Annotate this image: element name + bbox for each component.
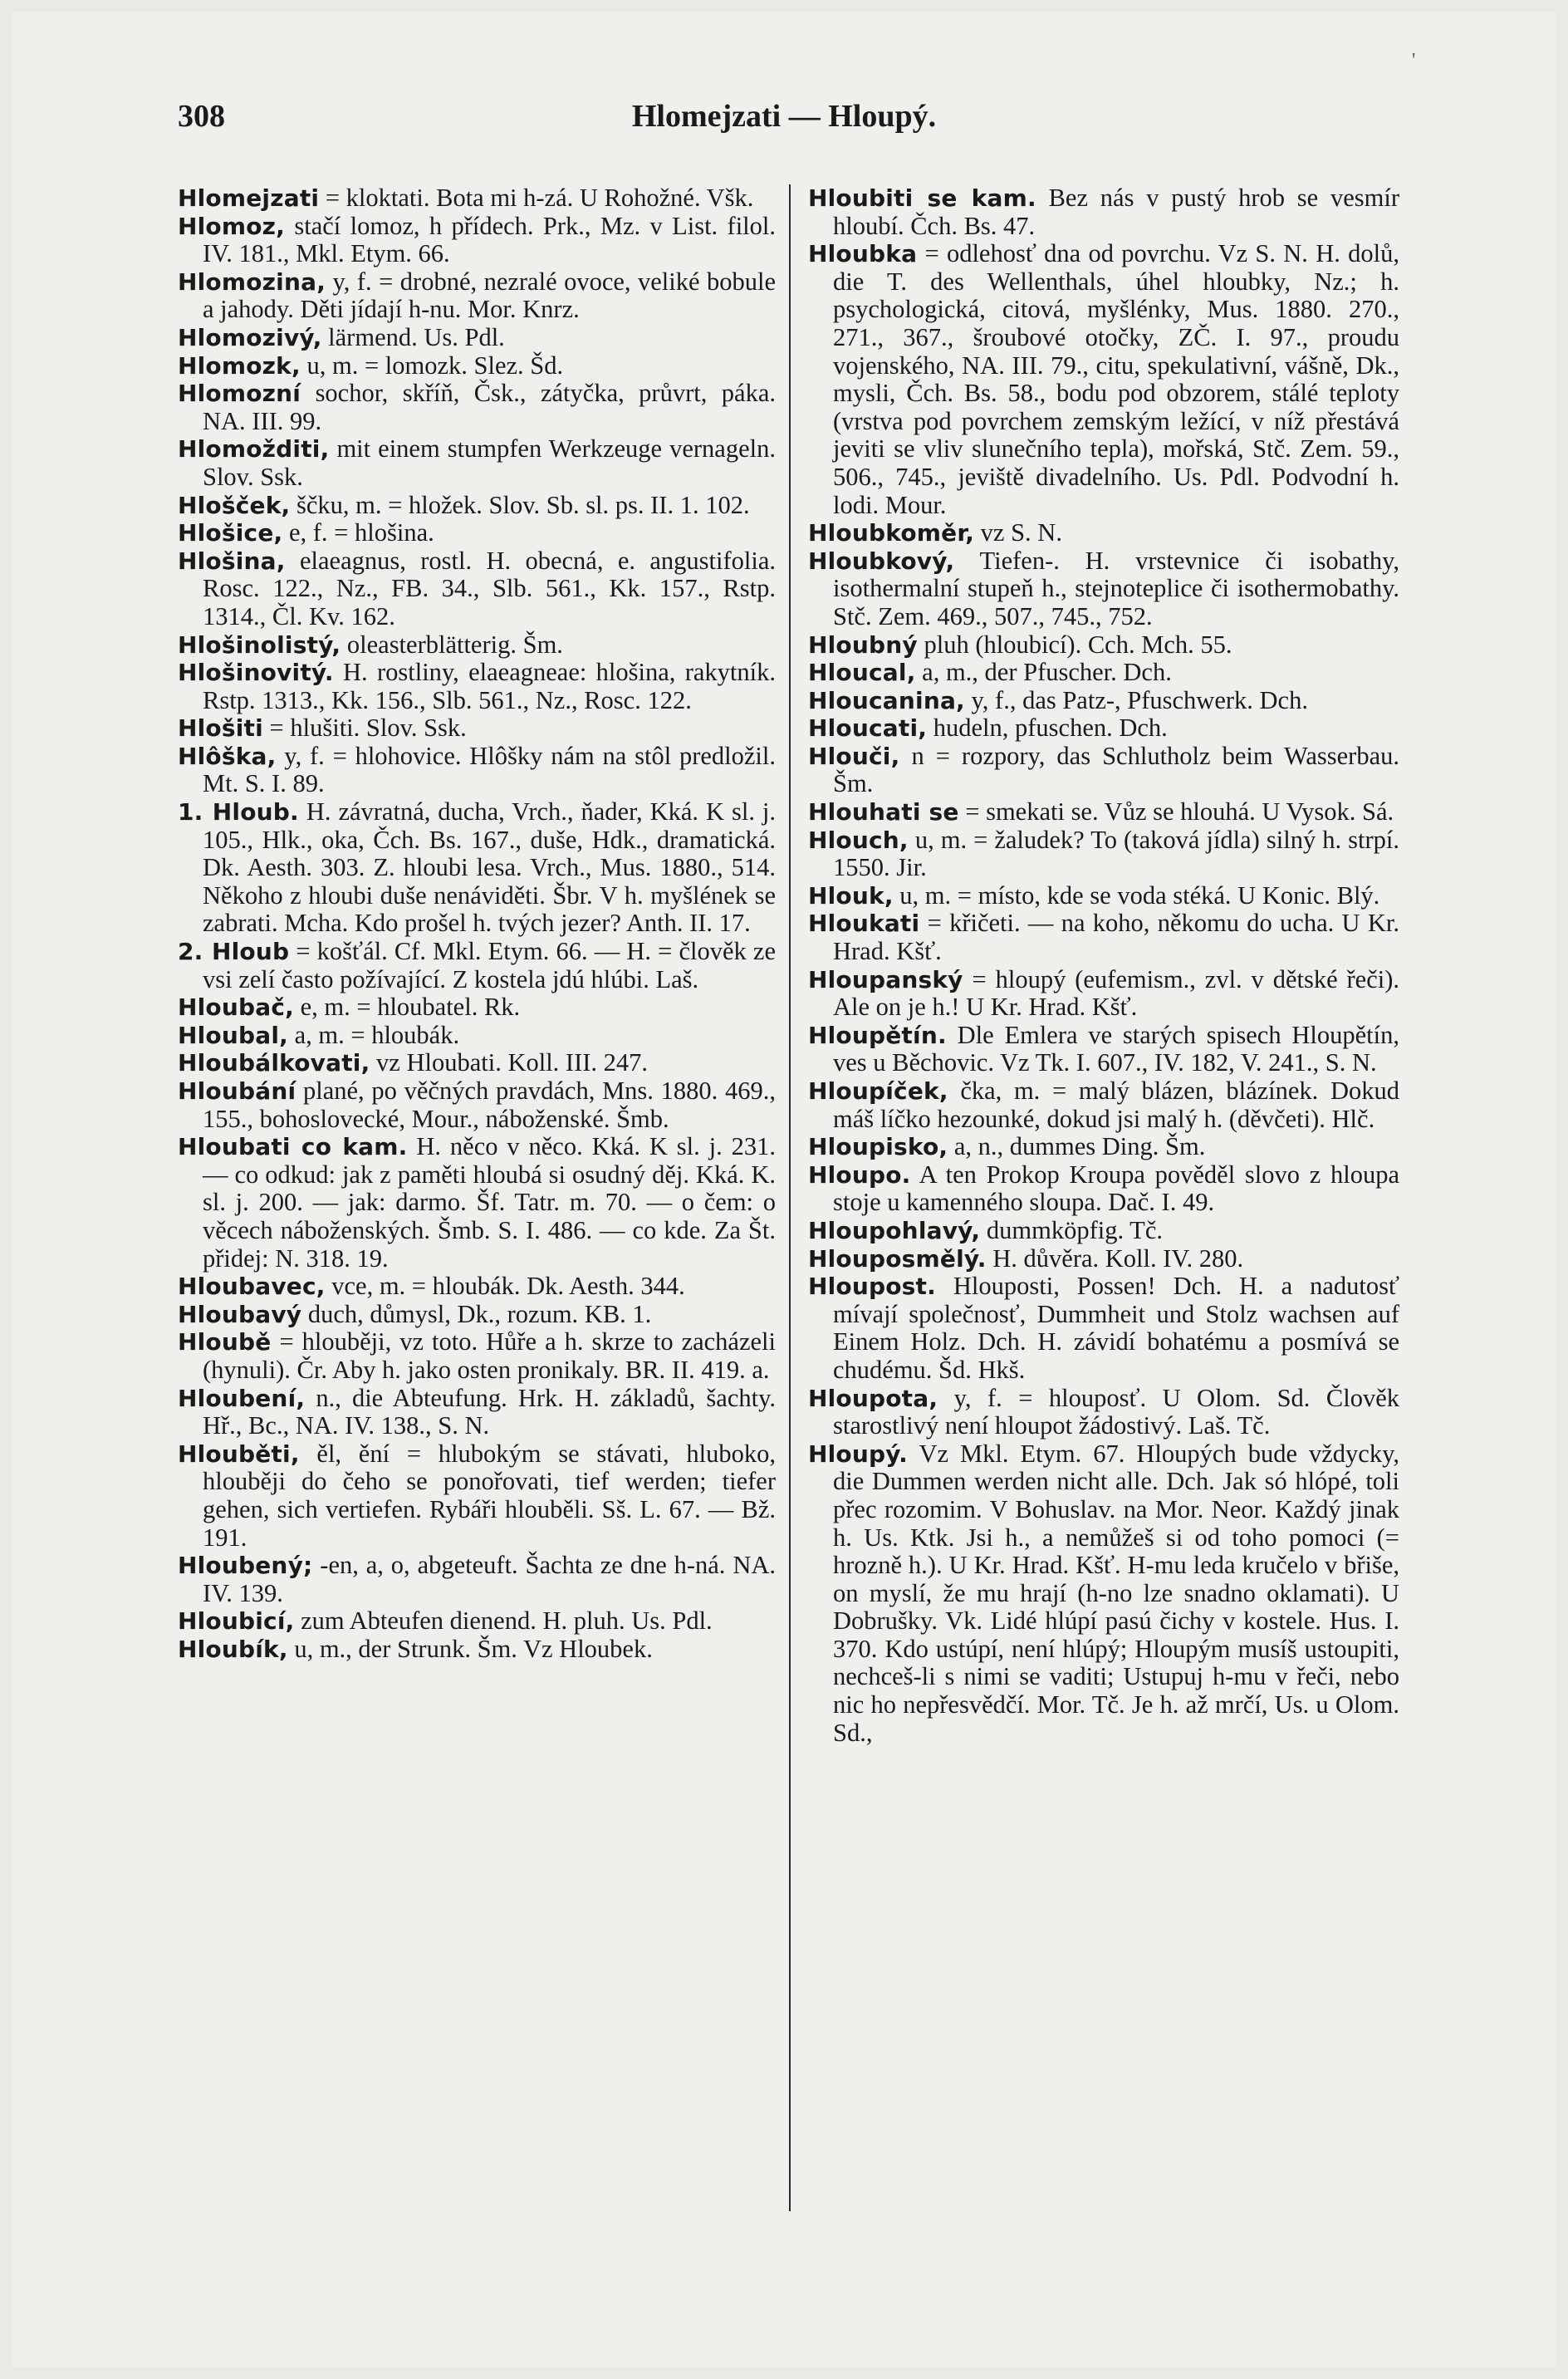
entry-headword: Hlomoz,: [178, 212, 286, 240]
entry-text: H. závratná, ducha, Vrch., ňader, Kká. K sl. j. 105., Hlk., oka, Čch. Bs. 167., duše, Hdk., dramatická. Dk. Aesth. 303. Z. hloubi lesa. Vrch., Mus. 1880., 514. Někoho z hloubi duše nenáviděti. Šbr. V h. myšlének se zabrati. Mcha. Kdo prošel h. tvých jezer? Anth. II. 17.: [203, 797, 776, 938]
entry-text: = hlouběji, vz toto. Hůře a h. skrze to zacházeli (hynuli). Čr. Aby h. jako osten pronikaly. BR. II. 419. a.: [203, 1327, 776, 1384]
dictionary-entry: [178, 659, 776, 714]
entry-text: y, f., das Patz-, Pfuschwerk. Dch.: [964, 685, 1308, 714]
entry-headword: Hlošček,: [178, 491, 291, 519]
entry-text: vz Hloubati. Koll. III. 247.: [370, 1048, 649, 1077]
dictionary-entry: [808, 687, 1399, 715]
entry-text: -en, a, o, abgeteuft. Šachta ze dne h-ná. NA. IV. 139.: [203, 1551, 776, 1607]
entry-text: a, n., dummes Ding. Šm.: [948, 1132, 1206, 1161]
entry-headword: Hlouch,: [808, 826, 909, 854]
entry-text: y, f. = hlohovice. Hlôšky nám na stôl predložil. Mt. S. I. 89.: [203, 741, 776, 798]
entry-headword: Hloubný: [808, 630, 918, 659]
dictionary-entry: [178, 1552, 776, 1607]
entry-text: = odlehosť dna od povrchu. Vz S. N. H. dolů, die T. des Wellenthals, úhel hloubky, Nz.; h. psychologická, citová, myšlénky, Mus. 1880. 270., 271., 367., šroubové otočky, ZČ. I. 97., proudu vojenského, NA. III. 79., citu, spekulativní, vášně, Dk., mysli, Čch. Bs. 58., bodu pod obzorem, stálé teploty (vrstva pod povrchem zemským ležící, v níž přestává jeviti se vliv slunečního tepla), mořská, Stč. Zem. 59., 506., 745., jeviště divadelního. Us. Pdl. Podvodní h. lodi. Mour.: [833, 239, 1399, 519]
entry-text: H. něco v něco. Kká. K sl. j. 231. — co odkud: jak z paměti hloubá si osudný děj. Kká. K. sl. j. 200. — jak: darmo. Šf. Tatr. m. 70. — o čem: o věcech náboženských. Šmb. S. I. 486. — co kde. Za Št. přidej: N. 318. 19.: [203, 1132, 776, 1273]
dictionary-entry: [808, 659, 1399, 687]
entry-headword: Hlomozivý,: [178, 323, 322, 351]
entry-headword: Hloubavý: [178, 1300, 302, 1328]
entry-headword: Hloupo.: [808, 1160, 911, 1189]
entry-headword: Hloubkoměr,: [808, 519, 975, 547]
left-column: [178, 184, 776, 2344]
entry-headword: Hloubený;: [178, 1552, 313, 1580]
entry-text: Bez nás v pustý hrob se vesmír hloubí. Čch. Bs. 47.: [833, 184, 1399, 240]
entry-text: elaeagnus, rostl. H. obecná, e. angustifolia. Rosc. 122., Nz., FB. 34., Slb. 561., Kk. 157., Rstp. 1314., Čl. Kv. 162.: [203, 546, 776, 630]
dictionary-entry: [178, 1636, 776, 1664]
running-head: Hlomejzati — Hloupý.: [631, 99, 937, 134]
entry-text: Hlouposti, Possen! Dch. H. a nadutosť mívají společnosť, Dummheit und Stolz wachsen auf Einem Holz. Dch. H. závidí bohatému a posmívá se chudému. Šd. Hkš.: [833, 1272, 1399, 1384]
entry-text: H. důvěra. Koll. IV. 280.: [986, 1243, 1244, 1273]
column-divider: [789, 184, 791, 2211]
entry-text: H. rostliny, elaeagneae: hlošina, rakytník. Rstp. 1313., Kk. 156., Slb. 561., Nz., Rosc. 122.: [203, 658, 776, 714]
page-header: [178, 98, 1390, 140]
entry-headword: 2. Hloub: [178, 938, 290, 966]
dictionary-entry: [808, 1077, 1399, 1133]
entry-text: = smekati se. Vůz se hlouhá. U Vysok. Sá.: [958, 797, 1394, 827]
entry-text: u, m. = lomozk. Slez. Šd.: [300, 351, 564, 380]
entry-text: ščku, m. = hložek. Slov. Sb. sl. ps. II. 1. 102.: [290, 490, 750, 519]
entry-headword: Hloubavec,: [178, 1273, 326, 1301]
dictionary-entry: [808, 1245, 1399, 1273]
entry-text: Tiefen-. H. vrstevnice či isobathy, isothermalní stupeň h., stejnoteplice či isothermobathy. Stč. Zem. 469., 507., 745., 752.: [833, 546, 1399, 630]
dictionary-entry: [178, 1049, 776, 1077]
dictionary-entry: [178, 1440, 776, 1552]
entry-headword: Hloubal,: [178, 1021, 288, 1049]
entry-headword: Hlošiti: [178, 714, 263, 743]
dictionary-entry: [808, 743, 1399, 798]
entry-headword: Hloubení,: [178, 1384, 306, 1412]
dictionary-entry: [808, 714, 1399, 743]
entry-headword: Hloupíček,: [808, 1077, 948, 1105]
entry-headword: Hloupost.: [808, 1273, 936, 1301]
dictionary-entry: [178, 631, 776, 660]
entry-text: plané, po věčných pravdách, Mns. 1880. 469., 155., bohoslovecké, Mour., náboženské. Šmb.: [203, 1077, 776, 1133]
dictionary-entry: [178, 1301, 776, 1329]
entry-text: dummköpfig. Tč.: [980, 1215, 1163, 1244]
entry-headword: 1. Hloub.: [178, 798, 299, 827]
entry-text: a, m. = hloubák.: [287, 1020, 460, 1049]
entry-text: = kloktati. Bota mi h-zá. U Rohožné. Všk.: [319, 184, 754, 212]
entry-text: čka, m. = malý blázen, blázínek. Dokud máš líčko hezounké, dokud jsi malý h. (děvčeti). Hlč.: [833, 1077, 1399, 1133]
entry-headword: Hloupohlavý,: [808, 1216, 981, 1244]
entry-text: vz S. N.: [974, 518, 1062, 547]
entry-headword: Hlošinovitý.: [178, 659, 334, 687]
dictionary-entry: [808, 519, 1399, 547]
dictionary-entry: [178, 435, 776, 491]
margin-mark: ': [1412, 50, 1416, 71]
entry-headword: Hloubík,: [178, 1635, 288, 1663]
entry-headword: Hloukati: [808, 910, 920, 938]
dictionary-entry: [178, 798, 776, 938]
entry-text: sochor, skříň, Čsk., zátyčka, průvrt, páka. NA. III. 99.: [203, 379, 776, 435]
entry-headword: Hlomejzati: [178, 184, 320, 212]
entry-headword: Hloubka: [808, 240, 918, 268]
entry-text: = hlušiti. Slov. Ssk.: [262, 714, 467, 743]
entry-headword: Hlouk,: [808, 881, 894, 910]
entry-headword: Hlouči,: [808, 742, 900, 770]
entry-text: A ten Prokop Kroupa pověděl slovo z hloupa stoje u kamenného sloupa. Dač. I. 49.: [833, 1160, 1399, 1217]
dictionary-entry: [808, 1217, 1399, 1245]
dictionary-entry: [178, 352, 776, 380]
dictionary-entry: [178, 324, 776, 352]
dictionary-entry: [808, 1273, 1399, 1384]
entry-text: = křičeti. — na koho, někomu do ucha. U Kr. Hrad. Kšť.: [833, 909, 1399, 966]
entry-headword: Hloupota,: [808, 1384, 938, 1412]
entry-text: e, m. = hloubatel. Rk.: [293, 993, 521, 1022]
page-number: 308: [178, 99, 225, 134]
entry-headword: Hloubálkovati,: [178, 1049, 370, 1077]
entry-headword: Hloubkový,: [808, 547, 955, 575]
dictionary-entry: [808, 1133, 1399, 1161]
dictionary-entry: [178, 547, 776, 631]
entry-headword: Hloubě: [178, 1328, 272, 1356]
entry-headword: Hloubání: [178, 1077, 296, 1105]
dictionary-entry: [808, 1161, 1399, 1217]
entry-text: duch, důmysl, Dk., rozum. KB. 1.: [301, 1299, 652, 1328]
entry-text: = hloupý (eufemism., zvl. v dětské řeči). Ale on je h.! U Kr. Hrad. Kšť.: [833, 964, 1399, 1022]
dictionary-entry: [178, 519, 776, 547]
dictionary-entry: [178, 1077, 776, 1133]
entry-headword: Hlošina,: [178, 547, 286, 575]
entry-text: y, f. = drobné, nezralé ovoce, veliké bobule a jahody. Děti jídají h-nu. Mor. Knrz.: [203, 267, 776, 324]
entry-text: zum Abteufen dienend. H. pluh. Us. Pdl.: [294, 1606, 713, 1636]
entry-text: u, m., der Strunk. Šm. Vz Hloubek.: [287, 1634, 653, 1663]
dictionary-entry: [178, 1133, 776, 1273]
entry-text: Dle Emlera ve starých spisech Hloupětín, ves u Běchovic. Vz Tk. I. 607., IV. 182, V. 241., S. N.: [833, 1020, 1399, 1077]
entry-text: vce, m. = hloubák. Dk. Aesth. 344.: [325, 1272, 685, 1301]
entry-headword: Hlomozní: [178, 380, 301, 408]
dictionary-entry: [808, 1385, 1399, 1440]
dictionary-entry: [178, 993, 776, 1022]
entry-text: u, m. = žaludek? To (taková jídla) silný h. strpí. 1550. Jir.: [833, 825, 1399, 882]
dictionary-entry: [178, 213, 776, 268]
entry-headword: Hlošinolistý,: [178, 630, 341, 659]
entry-headword: Hloucal,: [808, 659, 916, 687]
entry-text: stačí lomoz, h přídech. Prk., Mz. v List. filol. IV. 181., Mkl. Etym. 66.: [203, 211, 776, 268]
entry-headword: Hlomozina,: [178, 267, 326, 296]
entry-text: oleasterblätterig. Šm.: [341, 630, 563, 659]
entry-headword: Hlôška,: [178, 742, 277, 770]
dictionary-entry: [808, 240, 1399, 519]
entry-headword: Hloupisko,: [808, 1133, 948, 1161]
entry-text: mit einem stumpfen Werkzeuge vernageln. Slov. Ssk.: [203, 434, 776, 491]
entry-text: a, m., der Pfuscher. Dch.: [915, 658, 1172, 687]
entry-headword: Hlomozk,: [178, 351, 301, 380]
dictionary-entry: [178, 1607, 776, 1636]
dictionary-entry: [808, 966, 1399, 1022]
dictionary-entry: [178, 1385, 776, 1440]
entry-headword: Hloubiti se kam.: [808, 184, 1036, 212]
dictionary-entry: [178, 184, 776, 213]
entry-headword: Hlošice,: [178, 519, 283, 547]
entry-headword: Hloubicí,: [178, 1607, 295, 1636]
entry-text: lärmend. Us. Pdl.: [321, 322, 505, 351]
dictionary-entry: [178, 492, 776, 520]
entry-headword: Hloupanský: [808, 965, 963, 993]
dictionary-entry: [808, 882, 1399, 910]
entry-text: n., die Abteufung. Hrk. H. základů, šachty. Hř., Bc., NA. IV. 138., S. N.: [203, 1383, 776, 1440]
dictionary-entry: [178, 714, 776, 743]
dictionary-entry: [808, 547, 1399, 631]
dictionary-entry: [808, 631, 1399, 660]
dictionary-entry: [178, 1328, 776, 1384]
entry-text: y, f. = hlouposť. U Olom. Sd. Člověk starostlivý není hloupot žádostivý. Laš. Tč.: [833, 1383, 1399, 1440]
entry-headword: Hloupětín.: [808, 1021, 947, 1049]
dictionary-entry: [178, 743, 776, 798]
entry-headword: Hloupý.: [808, 1440, 908, 1468]
entry-headword: Hlomožditi,: [178, 435, 330, 464]
entry-text: u, m. = místo, kde se voda stéká. U Konic. Blý.: [893, 880, 1380, 910]
dictionary-entry: [808, 1440, 1399, 1748]
entry-text: Vz Mkl. Etym. 67. Hloupých bude vždycky, die Dummen werden nicht alle. Dch. Jak só hlópé, toli přec rozomim. V Bohuslav. na Mor. Neor. Každý jinak h. Us. Ktk. Jsi h., a nemůžeš si od toho pomoci (= hrozně h.). U Kr. Hrad. Kšť. H-mu leda kručelo v břiše, on myslí, že mu hrají (h-no lze snadno oklamati). U Dobrušky. Vk. Lidé hlúpí pasú čichy v kostele. Hus. I. 370. Kdo ustúpí, není hlúpý; Hloupým musíš ustoupiti, nechceš-li s nimi se vaditi; Ustupuj h-mu v řeči, nebo nic ho nepřesvědčí. Mor. Tč. Je h. až mrčí, Us. u Olom. Sd.,: [833, 1439, 1399, 1747]
entry-text: ěl, ění = hlubokým se stávati, hluboko, hlouběji do čeho se ponořovati, tief werden; tiefer gehen, sich vertiefen. Rybáři hlouběli. Sš. L. 67. — Bž. 191.: [203, 1439, 776, 1552]
entry-text: = košťál. Cf. Mkl. Etym. 66. — H. = člověk ze vsi zelí často požívající. Z kostela jdú hlúbi. Laš.: [203, 937, 776, 993]
dictionary-entry: [808, 910, 1399, 965]
entry-text: hudeln, pfuschen. Dch.: [927, 714, 1168, 743]
entry-text: e, f. = hlošina.: [282, 518, 434, 547]
entry-text: pluh (hloubicí). Cch. Mch. 55.: [917, 630, 1232, 659]
right-column: [808, 184, 1399, 2344]
dictionary-entry: [178, 938, 776, 993]
entry-headword: Hlouběti,: [178, 1440, 300, 1468]
dictionary-entry: [808, 1022, 1399, 1077]
entry-headword: Hlouhati se: [808, 798, 959, 827]
dictionary-entry: [178, 1273, 776, 1301]
entry-headword: Hloucati,: [808, 714, 928, 743]
dictionary-entry: [178, 1022, 776, 1050]
entry-headword: Hloubač,: [178, 993, 294, 1022]
entry-headword: Hloucanina,: [808, 686, 965, 714]
dictionary-entry: [808, 184, 1399, 240]
entry-headword: Hlouposmělý.: [808, 1244, 987, 1273]
dictionary-entry: [808, 798, 1399, 827]
entry-text: n = rozpory, das Schlutholz beim Wasserbau. Šm.: [833, 741, 1399, 798]
dictionary-entry: [178, 268, 776, 324]
entry-headword: Hloubati co kam.: [178, 1133, 408, 1161]
dictionary-entry: [178, 380, 776, 435]
dictionary-entry: [808, 827, 1399, 882]
